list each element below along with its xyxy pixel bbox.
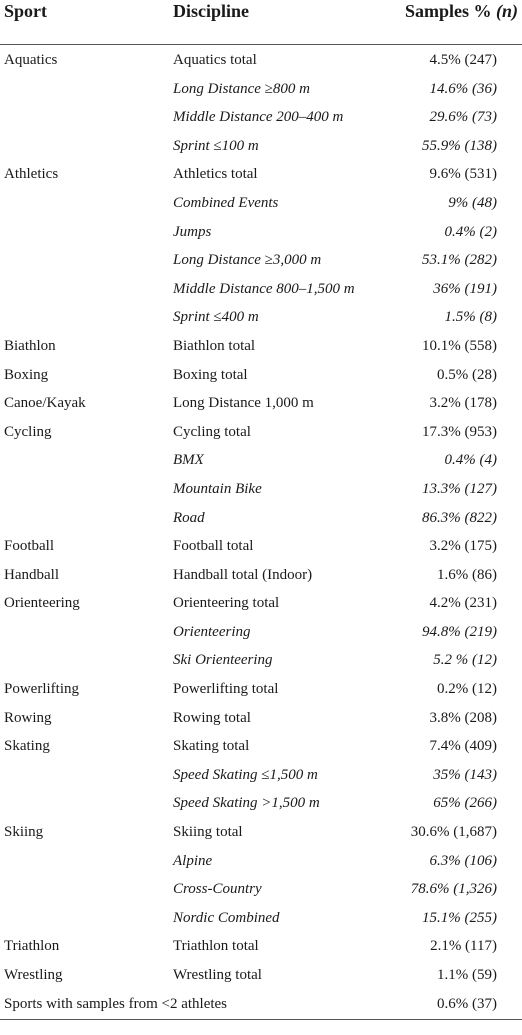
cell-discipline: Mountain Bike [173, 480, 262, 497]
cell-sport: Rowing [4, 709, 52, 726]
cell-discipline: Cross-Country [173, 881, 262, 898]
table-row [0, 104, 522, 133]
cell-samples: 0.2% (12) [437, 681, 497, 698]
table-row [0, 133, 522, 162]
table-row [0, 991, 522, 1021]
table-row [0, 962, 522, 991]
table-row [0, 276, 522, 305]
cell-discipline: Boxing total [173, 366, 248, 383]
cell-sport: Wrestling [4, 967, 63, 983]
table-row [0, 590, 522, 619]
cell-samples: 4.2% (231) [429, 595, 497, 612]
cell-samples: 4.5% (247) [429, 52, 497, 68]
cell-discipline: Football total [173, 538, 254, 555]
table-body [0, 45, 522, 1020]
table-row [0, 247, 522, 276]
cell-discipline: Skiing total [173, 824, 243, 841]
cell-samples: 86.3% (822) [422, 509, 497, 526]
cell-samples: 3.8% (208) [429, 709, 497, 726]
cell-discipline: Orienteering [173, 623, 251, 640]
cell-discipline: Rowing total [173, 709, 251, 726]
cell-discipline: Orienteering total [173, 595, 280, 612]
cell-samples: 65% (266) [433, 795, 497, 812]
cell-samples: 17.3% (953) [422, 423, 497, 440]
cell-discipline: Road [173, 509, 205, 526]
cell-discipline: Skating total [173, 738, 250, 755]
table-row [0, 390, 522, 419]
table-row [0, 790, 522, 819]
cell-sport: Handball [4, 566, 59, 583]
cell-samples: 1.1% (59) [437, 967, 497, 983]
table-row [0, 190, 522, 219]
table-row [0, 333, 522, 362]
table-row [0, 362, 522, 391]
table-row [0, 505, 522, 534]
table-row [0, 762, 522, 791]
cell-sport: Sports with samples from <2 athletes [4, 995, 228, 1012]
cell-samples: 36% (191) [433, 280, 497, 297]
table-row [0, 933, 522, 962]
table-row [0, 304, 522, 333]
cell-discipline: Speed Skating >1,500 m [173, 795, 320, 812]
cell-discipline: Nordic Combined [173, 909, 280, 926]
cell-discipline: Triathlon total [173, 938, 259, 955]
cell-samples: 5.2 % (12) [433, 652, 497, 669]
header-samples-n: (n) [496, 1, 518, 21]
cell-samples: 1.5% (8) [444, 309, 497, 326]
cell-sport: Boxing [4, 366, 49, 383]
table-row [0, 447, 522, 476]
cell-discipline: Handball total (Indoor) [173, 566, 313, 583]
table-header [0, 0, 522, 45]
table-row [0, 676, 522, 705]
cell-samples: 9.6% (531) [429, 166, 497, 183]
cell-samples: 3.2% (178) [429, 395, 497, 412]
cell-sport: Football [4, 538, 55, 555]
cell-discipline: Wrestling total [173, 967, 262, 983]
cell-samples: 13.3% (127) [422, 480, 497, 497]
cell-discipline: Powerlifting total [173, 681, 279, 698]
cell-samples: 0.6% (37) [437, 995, 497, 1012]
table-row [0, 705, 522, 734]
cell-samples: 6.3% (106) [429, 852, 497, 869]
table-row [0, 619, 522, 648]
cell-discipline: Middle Distance 800–1,500 m [173, 280, 355, 297]
cell-discipline: Middle Distance 200–400 m [173, 109, 344, 126]
cell-samples: 30.6% (1,687) [410, 824, 497, 841]
cell-samples: 0.4% (2) [444, 223, 497, 240]
cell-samples: 53.1% (282) [422, 252, 497, 269]
table-row [0, 647, 522, 676]
cell-discipline: Jumps [173, 223, 212, 240]
table-row [0, 476, 522, 505]
cell-sport: Orienteering [4, 595, 80, 612]
table-row [0, 47, 522, 76]
cell-discipline: Combined Events [173, 194, 279, 211]
cell-sport: Skating [4, 738, 50, 755]
cell-discipline: Alpine [173, 852, 213, 869]
cell-discipline: Aquatics total [173, 52, 257, 68]
table-row [0, 161, 522, 190]
cell-samples: 7.4% (409) [429, 738, 497, 755]
cell-discipline: Biathlon total [173, 337, 256, 354]
cell-discipline: Sprint ≤100 m [173, 137, 259, 154]
header-discipline: Discipline [173, 1, 250, 21]
cell-sport: Cycling [4, 423, 52, 440]
cell-samples: 0.5% (28) [437, 366, 497, 383]
cell-samples: 14.6% (36) [429, 80, 497, 97]
header-samples [405, 1, 518, 22]
cell-samples: 10.1% (558) [422, 337, 497, 354]
cell-discipline: BMX [173, 452, 204, 469]
cell-discipline: Ski Orienteering [173, 652, 273, 669]
table-row [0, 533, 522, 562]
cell-samples: 78.6% (1,326) [410, 881, 497, 898]
table-row [0, 76, 522, 105]
table-row [0, 562, 522, 591]
header-sport: Sport [4, 1, 48, 21]
cell-samples: 2.1% (117) [430, 938, 497, 955]
table-row [0, 219, 522, 248]
cell-samples: 0.4% (4) [444, 452, 497, 469]
cell-samples: 3.2% (175) [429, 538, 497, 555]
cell-discipline: Speed Skating ≤1,500 m [173, 766, 318, 783]
cell-discipline: Long Distance ≥3,000 m [173, 252, 322, 269]
cell-sport: Canoe/Kayak [4, 395, 86, 412]
table-row [0, 876, 522, 905]
cell-discipline: Athletics total [173, 166, 258, 183]
cell-samples: 35% (143) [433, 766, 497, 783]
cell-sport: Skiing [4, 824, 44, 841]
table-row [0, 905, 522, 934]
cell-samples: 29.6% (73) [429, 109, 497, 126]
cell-sport: Biathlon [4, 337, 56, 354]
cell-samples: 9% (48) [448, 194, 497, 211]
cell-samples: 55.9% (138) [422, 137, 497, 154]
cell-discipline: Sprint ≤400 m [173, 309, 259, 326]
cell-sport: Aquatics [4, 52, 58, 68]
cell-sport: Powerlifting [4, 681, 79, 698]
cell-samples: 15.1% (255) [422, 909, 497, 926]
cell-samples: 1.6% (86) [437, 566, 497, 583]
table-row [0, 733, 522, 762]
cell-discipline: Cycling total [173, 423, 251, 440]
table-row [0, 419, 522, 448]
cell-samples: 94.8% (219) [422, 623, 497, 640]
table-row [0, 819, 522, 848]
cell-sport: Triathlon [4, 938, 60, 955]
cell-sport: Athletics [4, 166, 59, 183]
header-samples-prefix: Samples % [404, 1, 496, 21]
table-row [0, 848, 522, 877]
cell-discipline: Long Distance ≥800 m [173, 80, 310, 97]
cell-discipline: Long Distance 1,000 m [173, 395, 314, 412]
